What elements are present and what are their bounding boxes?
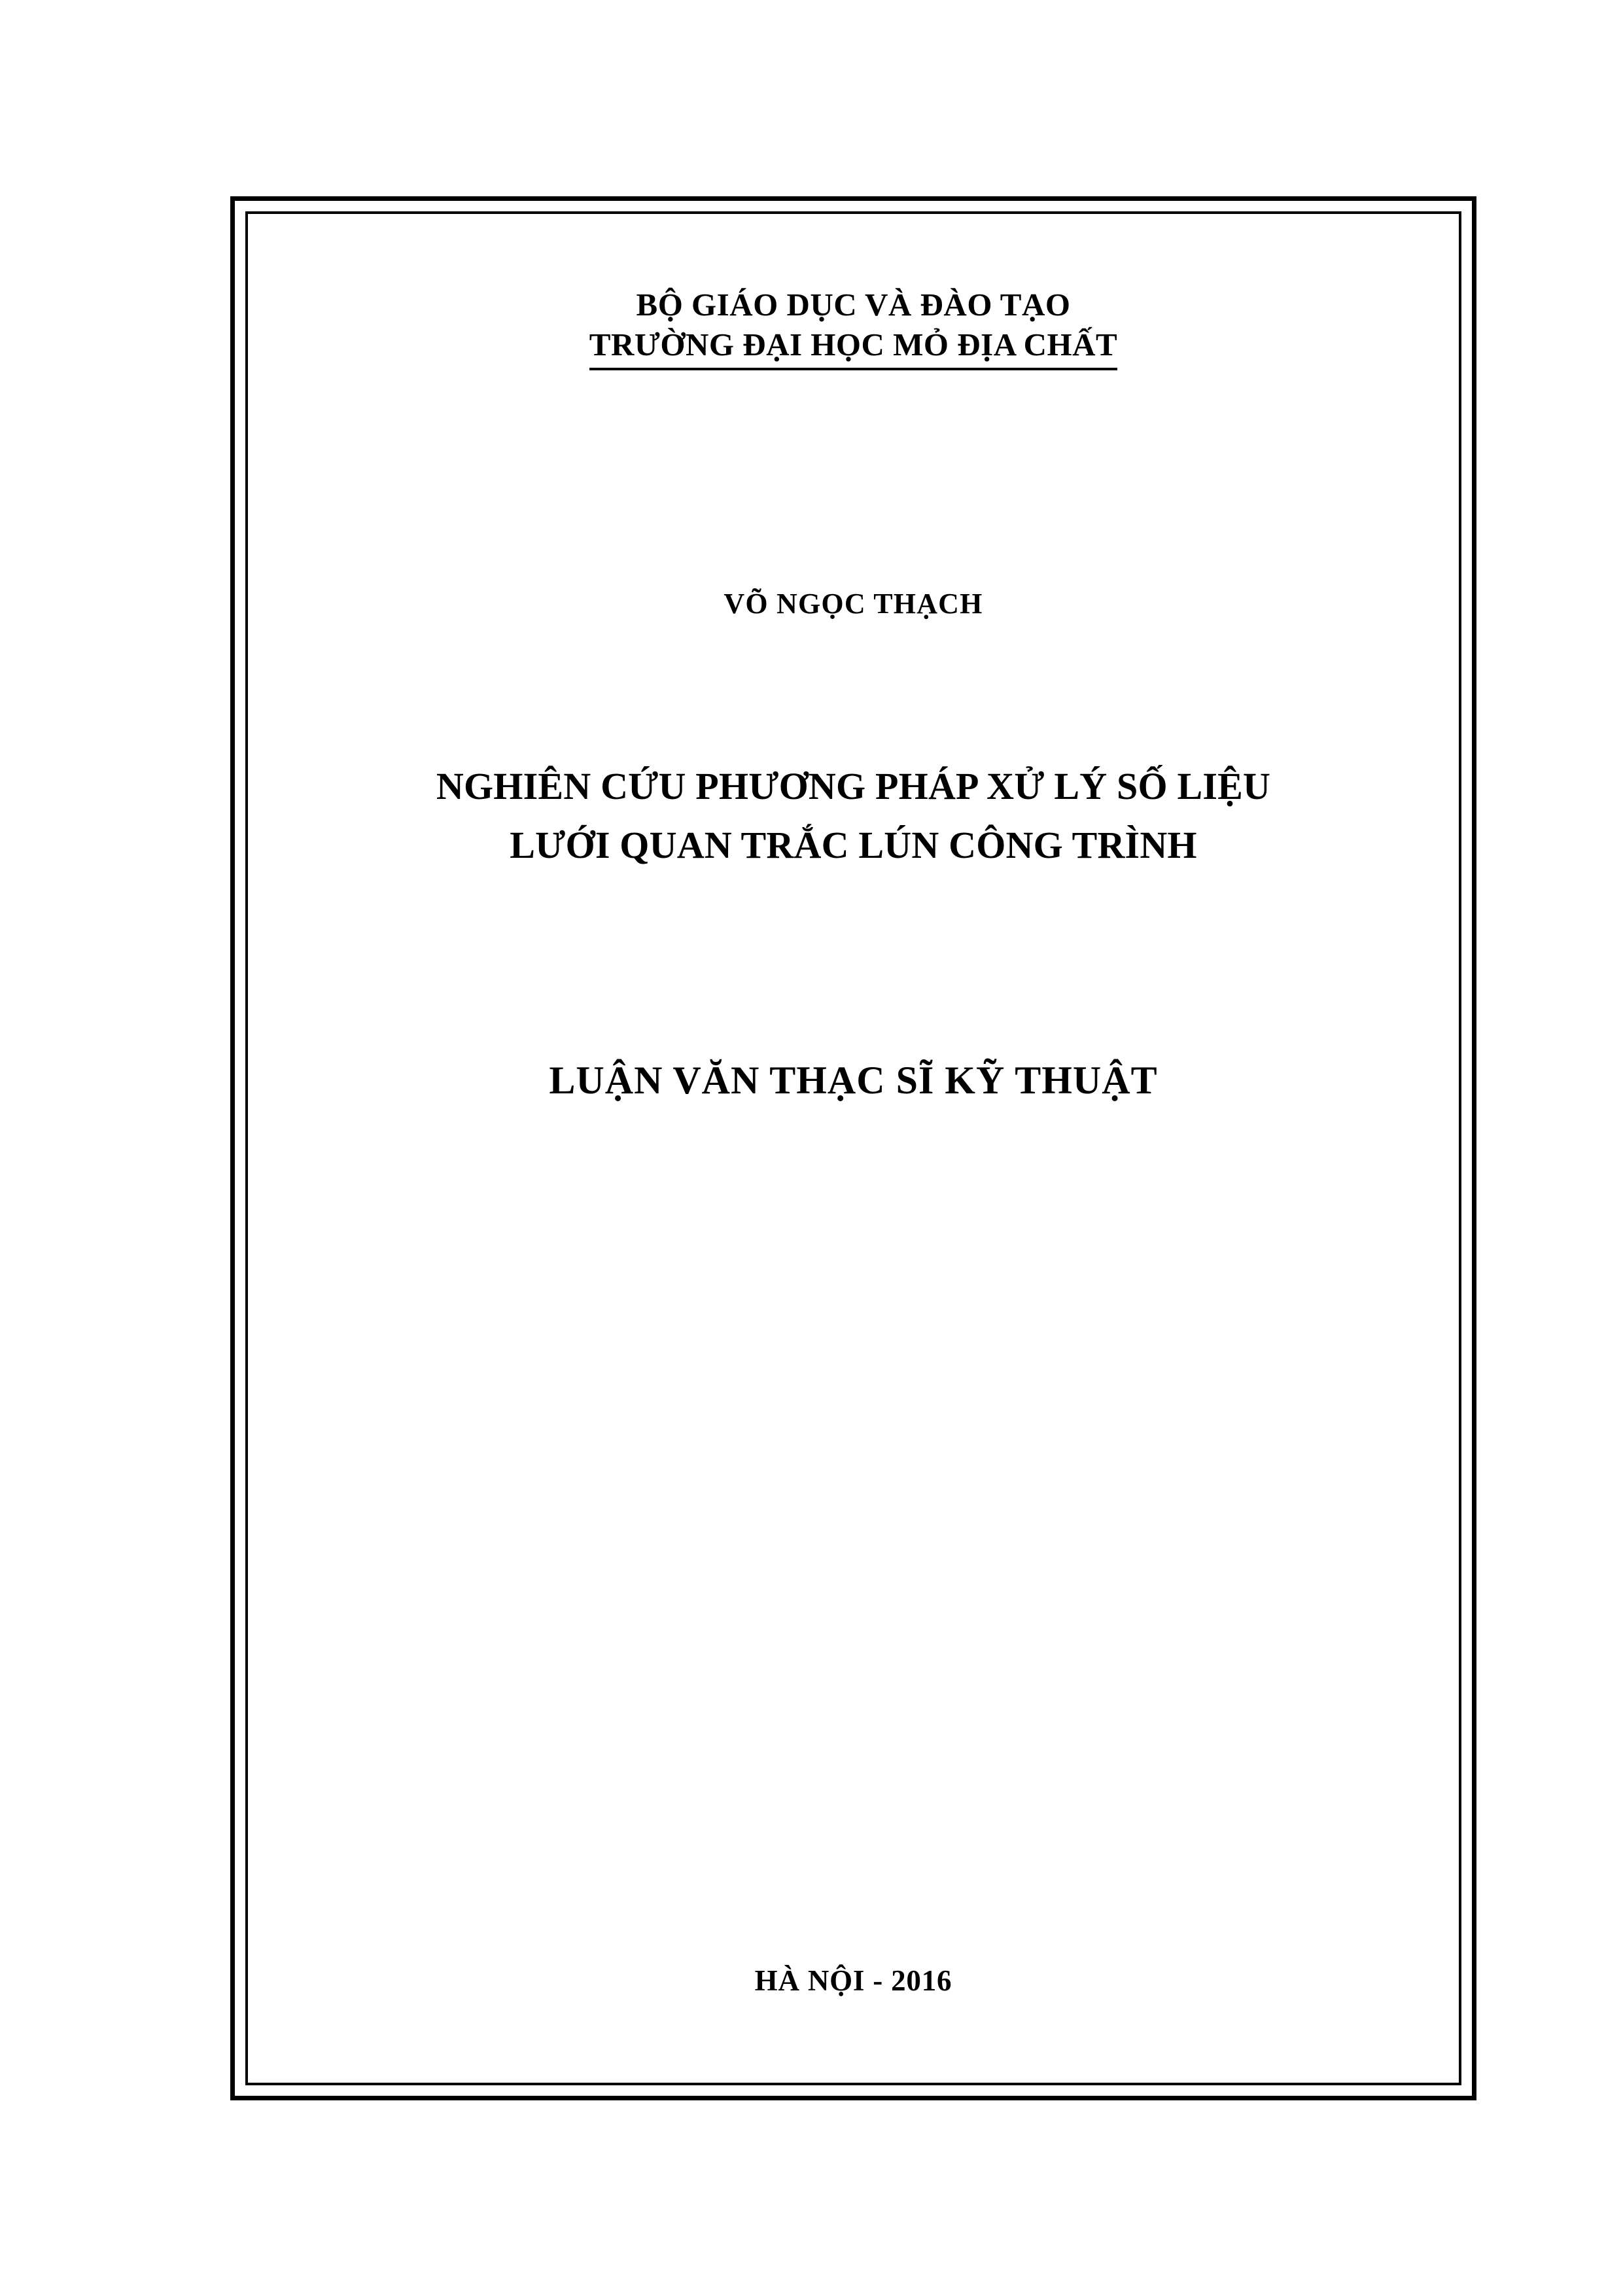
place-and-year: HÀ NỘI - 2016 [754,1964,952,1997]
page-title [313,757,1393,875]
institution-block [287,285,1420,370]
cover-content [287,214,1420,2083]
title-line-1: NGHIÊN CỨU PHƯƠNG PHÁP XỬ LÝ SỐ LIỆU [436,765,1271,807]
degree-label: LUẬN VĂN THẠC SĨ KỸ THUẬT [549,1059,1158,1102]
cover-border-outer [230,196,1476,2100]
author-name: VÕ NGỌC THẠCH [724,588,983,620]
university-name: TRƯỜNG ĐẠI HỌC MỎ ĐỊA CHẤT [589,325,1117,370]
title-line-2: LƯỚI QUAN TRẮC LÚN CÔNG TRÌNH [510,823,1197,866]
ministry-name: BỘ GIÁO DỤC VÀ ĐÀO TẠO [636,287,1071,323]
cover-border-inner [245,211,1461,2085]
